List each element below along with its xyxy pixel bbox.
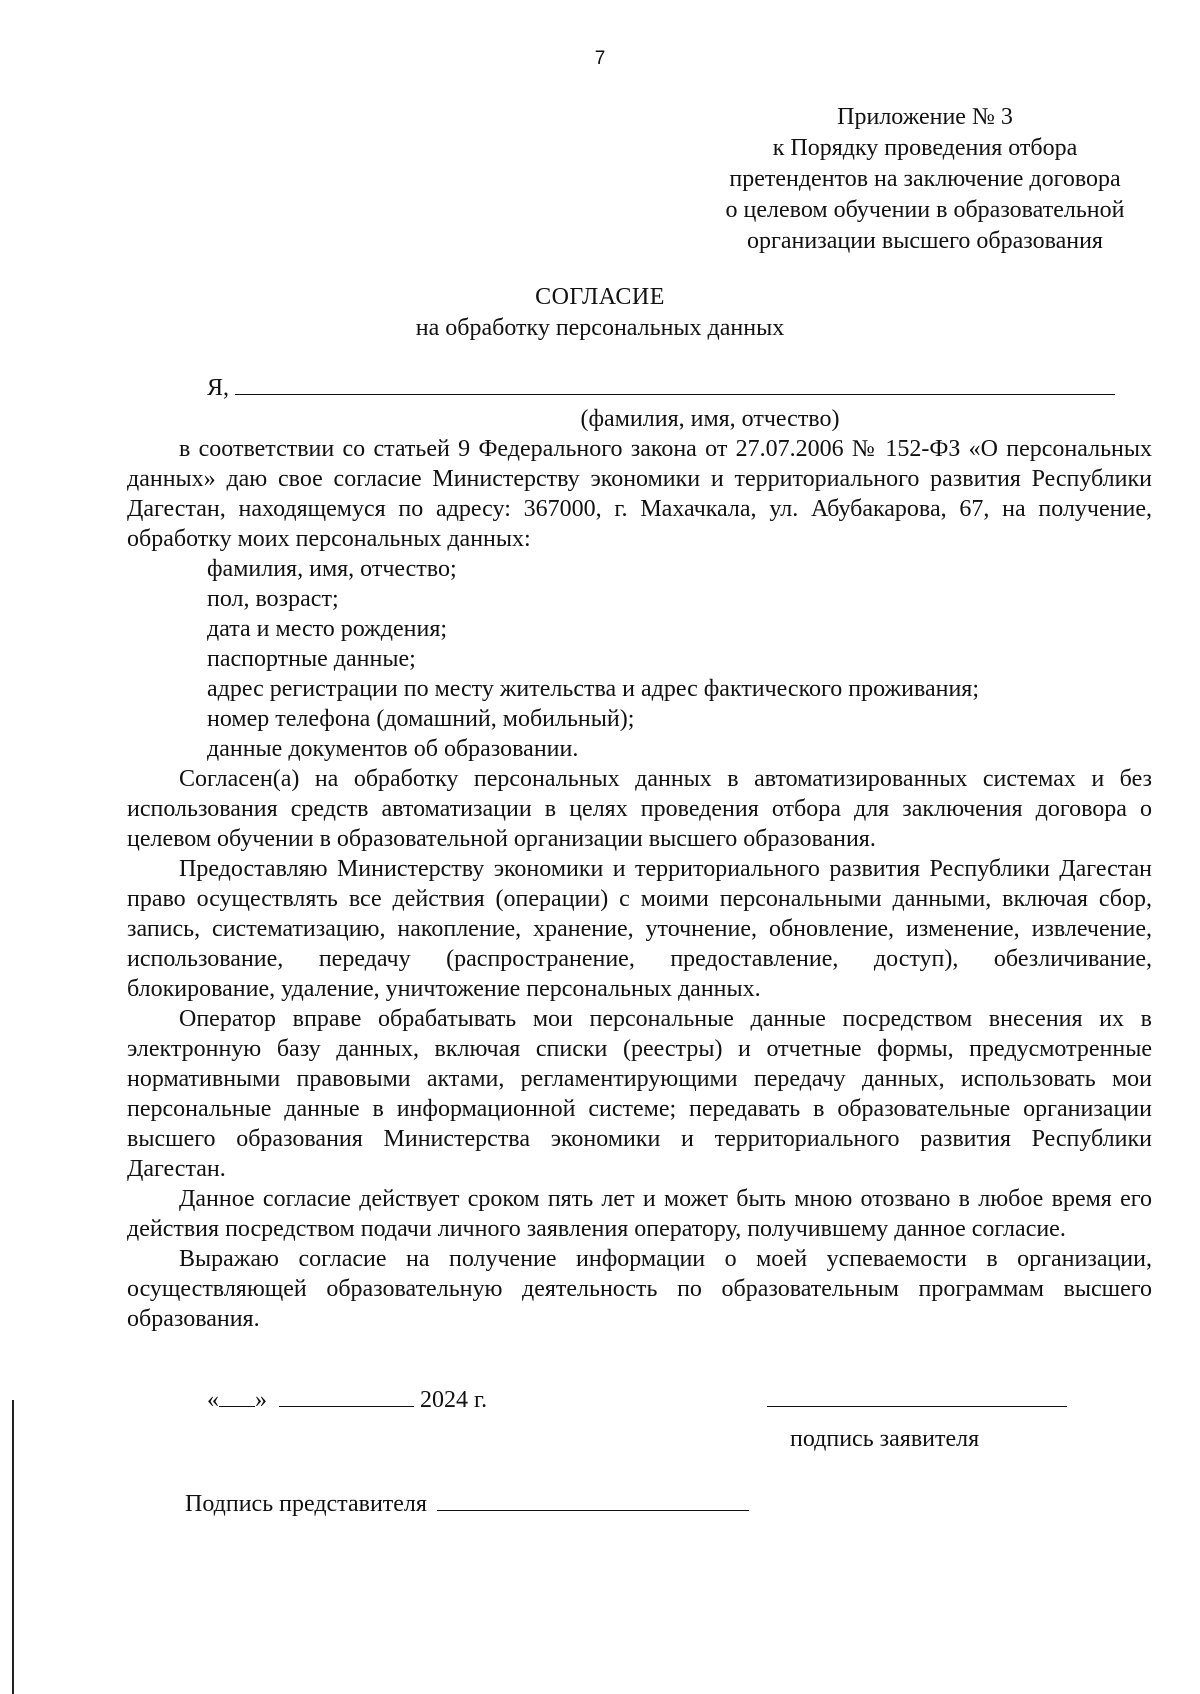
list-item: номер телефона (домашний, мобильный); bbox=[207, 706, 635, 732]
paragraph-operator-rights: Оператор вправе обрабатывать мои персональные данные посредством внесения их в электронную базу данных, включая списки (реестры) и отчетные формы, предусмотренные нормативными правовыми актами, регламентирующими передачу данных, использовать мои персональные данные в информационной системе; передавать в образовательные организации высшего образования Министерства экономики и территориального развития Республики Дагестан. bbox=[127, 1006, 1152, 1182]
title-main: СОГЛАСИЕ bbox=[535, 284, 665, 310]
scan-edge-mark bbox=[12, 1400, 14, 1694]
page-number: 7 bbox=[594, 48, 606, 69]
appendix-line: претендентов на заключение договора bbox=[729, 166, 1121, 192]
appendix-line: Приложение № 3 bbox=[837, 104, 1013, 130]
date-open-quote: « bbox=[207, 1387, 219, 1413]
paragraph-consent-basis: в соответствии со статьей 9 Федерального закона от 27.07.2006 № 152-ФЗ «О персональных данных» даю свое согласие Министерству экономики и территориального развития Республики Дагестан, находящемуся по адресу: 367000, г. Махачкала, ул. Абубакарова, 67, на получение, обработку моих персональных данных: bbox=[127, 436, 1152, 552]
personal-data-list bbox=[127, 554, 1152, 764]
list-item: данные документов об образовании. bbox=[207, 736, 579, 762]
representative-label: Подпись представителя bbox=[185, 1491, 427, 1517]
day-blank[interactable] bbox=[219, 1384, 255, 1407]
appendix-header bbox=[690, 102, 1160, 257]
list-item: дата и место рождения; bbox=[207, 616, 448, 642]
applicant-name-blank[interactable] bbox=[235, 372, 1115, 395]
document-title bbox=[0, 282, 1200, 344]
appendix-line: о целевом обучении в образовательной bbox=[725, 197, 1125, 223]
title-subtitle: на обработку персональных данных bbox=[415, 315, 785, 341]
applicant-signature-blank[interactable] bbox=[767, 1406, 1067, 1407]
paragraph-rights-granted: Предоставляю Министерству экономики и территориального развития Республики Дагестан право осуществлять все действия (операции) с моими персональными данными, включая сбор, запись, систематизацию, накопление, хранение, уточнение, обновление, изменение, извлечение, использование, передачу (распространение, предоставление, доступ), обезличивание, блокирование, удаление, уничтожение персональных данных. bbox=[127, 856, 1152, 1002]
appendix-line: к Порядку проведения отбора bbox=[772, 135, 1078, 161]
list-item: адрес регистрации по месту жительства и адрес фактического проживания; bbox=[207, 676, 980, 702]
paragraph-validity: Данное согласие действует сроком пять лет и может быть мною отозвано в любое время его действия посредством подачи личного заявления оператору, получившему данное согласие. bbox=[127, 1186, 1152, 1242]
appendix-line: организации высшего образования bbox=[747, 228, 1103, 254]
date-field bbox=[207, 1384, 487, 1416]
applicant-name-line bbox=[207, 372, 1115, 404]
applicant-signature-caption: подпись заявителя bbox=[790, 1426, 980, 1452]
paragraph-academic-info: Выражаю согласие на получение информации о моей успеваемости в организации, осуществляющей образовательную деятельность по образовательным программам высшего образования. bbox=[127, 1246, 1152, 1332]
applicant-name-caption: (фамилия, имя, отчество) bbox=[580, 406, 840, 432]
applicant-prefix: Я, bbox=[207, 375, 230, 401]
list-item: паспортные данные; bbox=[207, 646, 416, 672]
date-year: 2024 г. bbox=[420, 1387, 488, 1413]
month-blank[interactable] bbox=[279, 1384, 414, 1407]
list-item: пол, возраст; bbox=[207, 586, 339, 612]
representative-signature-line bbox=[185, 1488, 749, 1520]
representative-signature-blank[interactable] bbox=[437, 1488, 749, 1511]
list-item: фамилия, имя, отчество; bbox=[207, 556, 457, 582]
date-close-quote: » bbox=[255, 1387, 267, 1413]
document-body bbox=[127, 434, 1152, 1334]
paragraph-processing-consent: Согласен(а) на обработку персональных данных в автоматизированных системах и без использования средств автоматизации в целях проведения отбора для заключения договора о целевом обучении в образовательной организации высшего образования. bbox=[127, 766, 1152, 852]
